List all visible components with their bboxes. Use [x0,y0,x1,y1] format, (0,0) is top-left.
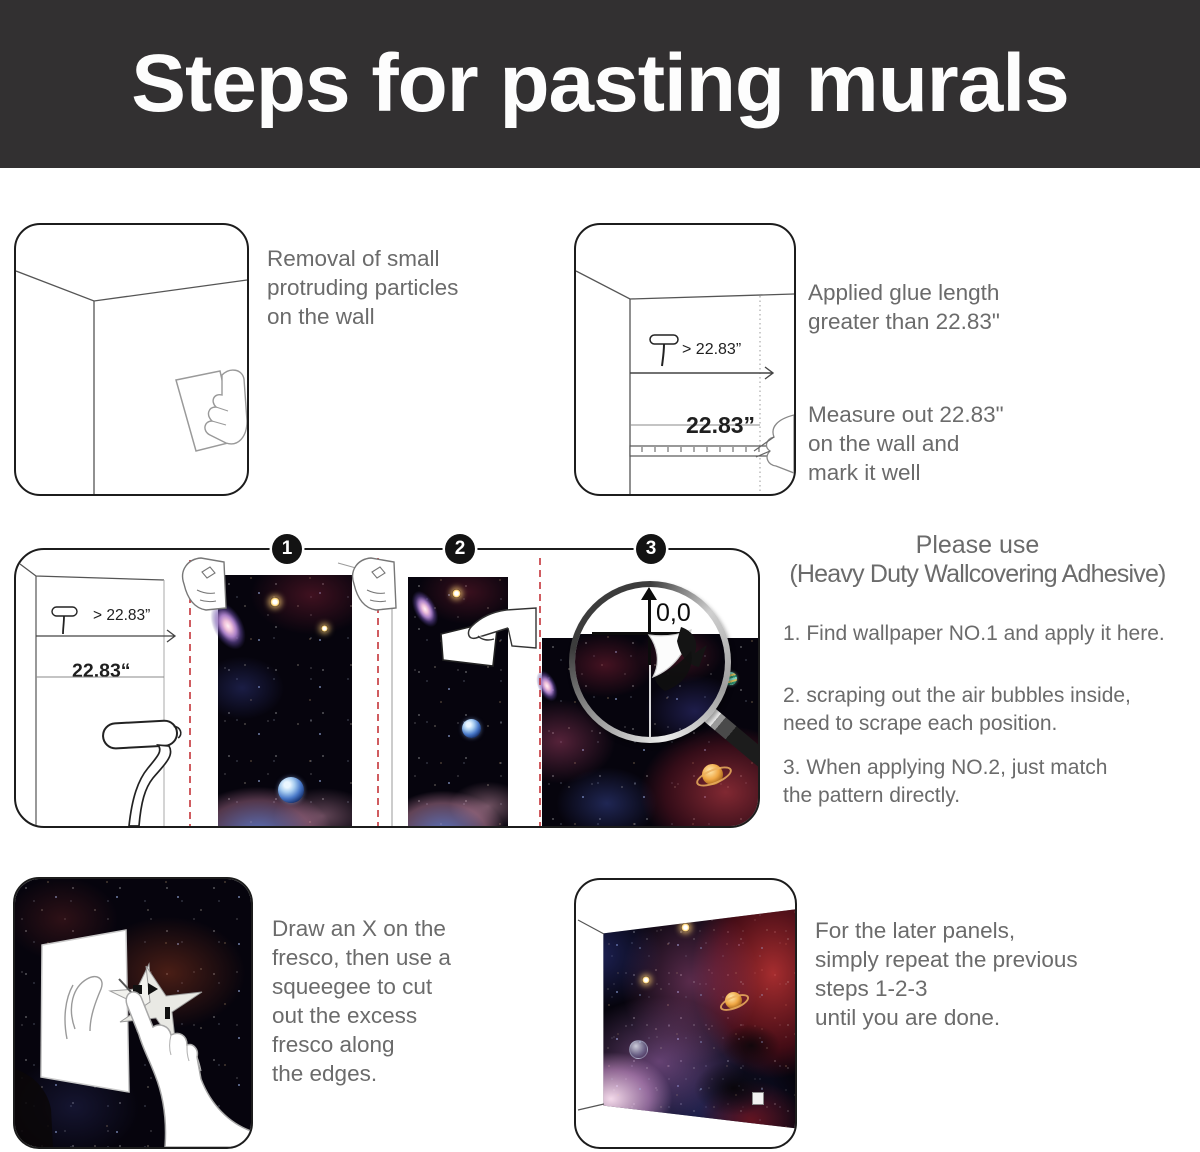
page-title: Steps for pasting murals [131,38,1069,129]
mark-caption: Measure out 22.83" on the wall and mark it well [808,402,1004,485]
paint-roller-icon [102,720,181,749]
step-number-1: 1 [272,534,302,564]
ruler-icon [630,446,774,456]
hand-icon [183,558,226,610]
panel-apply-steps [14,548,760,828]
adhesive-note: Please use (Heavy Duty Wallcovering Adhesive) [789,531,1166,588]
prep-caption: Removal of small protruding particles on the wall [267,246,459,329]
cut-caption: Draw an X on the fresco, then use a squeegee to cut out the excess fresco along the edges. [272,916,451,1086]
panel-wall-prep [14,223,249,496]
glue-length-arrow [36,630,175,642]
panel-measure [574,223,796,496]
room-perspective-lines [576,880,795,1147]
roller-icon [52,607,77,616]
wall-corner-scraper-drawing [16,225,247,494]
panel-width-label: 22.83” [686,412,756,438]
panel-cut-excess [13,877,253,1149]
cut-x-line-art [15,879,251,1147]
repeat-caption: For the later panels, simply repeat the previous steps 1-2-3 until you are done. [815,918,1078,1030]
glue-caption: Applied glue length greater than 22.83" [808,280,1000,334]
glue-length-arrow [630,367,773,379]
panel-repeat [574,878,797,1149]
glue-length-label: > 22.83” [93,607,151,624]
fresco-sheet [41,930,129,1092]
hand-icon [353,558,396,610]
panel-width-label: 22.83“ [72,660,131,682]
roller-icon [650,335,678,344]
instruction-3: 3. When applying NO.2, just match the pattern directly. [783,756,1108,807]
step-number-2: 2 [445,534,475,564]
hand-icon [767,415,794,473]
step-number-3: 3 [636,534,666,564]
instruction-1: 1. Find wallpaper NO.1 and apply it here. [783,622,1165,645]
squeegee-hand-icon [441,608,536,666]
origin-label: 0,0 [656,599,691,627]
page-curl-icon [645,627,709,697]
up-arrow-icon [641,587,657,600]
header-banner [0,0,1200,168]
pointing-hand-icon [126,992,251,1147]
glue-length-label: > 22.83” [682,341,742,358]
instruction-2: 2. scraping out the air bubbles inside, need to scrape each position. [783,684,1131,735]
measure-wall-drawing [576,225,794,494]
magnifier-icon [569,581,731,743]
